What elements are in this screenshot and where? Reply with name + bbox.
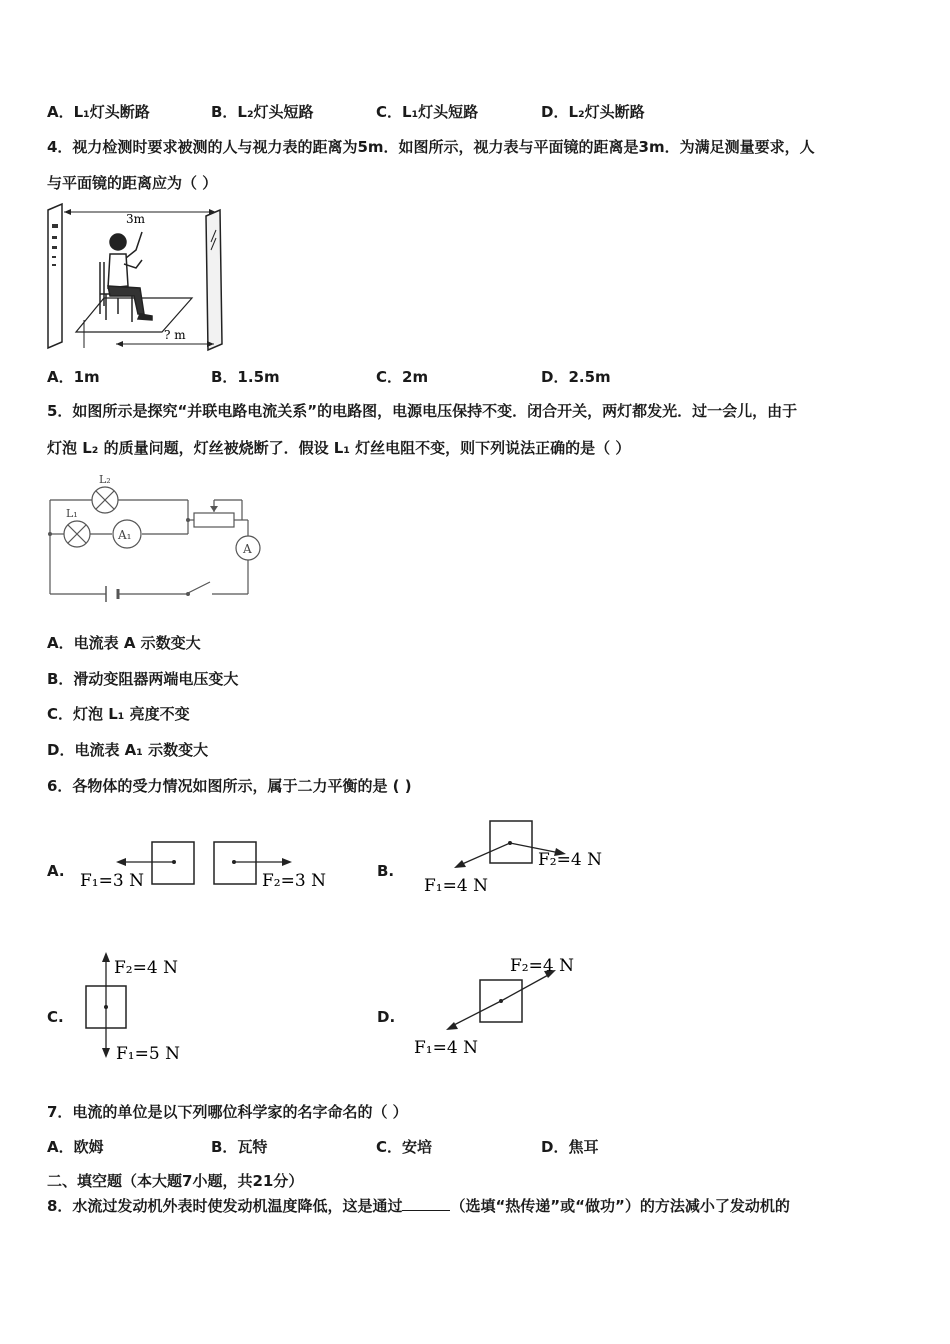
q6-letter-a: A. [47, 862, 65, 880]
battery-icon [106, 586, 118, 602]
q6-figure-d [410, 950, 590, 1065]
q5-option-d: D．电流表 A₁ 示数变大 [47, 741, 209, 759]
label-l2: L₂ [99, 473, 111, 486]
floor-mat [76, 298, 192, 332]
q5-option-b: B．滑动变阻器两端电压变大 [47, 670, 239, 688]
figc-f1-label: F₁=5 N [116, 1044, 180, 1064]
lamp-l2-icon [92, 487, 118, 513]
q4-option-a: A．1m [47, 368, 100, 386]
q4-option-c: C．2m [376, 368, 429, 386]
q3-option-c: C．L₁灯头短路 [376, 103, 479, 121]
label-a1: A₁ [118, 528, 132, 542]
rheostat-icon [194, 513, 234, 527]
q6-letter-c: C. [47, 1008, 64, 1026]
q8-text-before: 8．水流过发动机外表时使发动机温度降低，这是通过 [47, 1197, 403, 1215]
figd-f2-label: F₂=4 N [510, 956, 574, 976]
figb-f1-label: F₁=4 N [424, 876, 488, 896]
q7-option-b: B．瓦特 [211, 1138, 268, 1156]
q8-answer-blank[interactable] [402, 1196, 450, 1211]
q8-text-after: （选填“热传递”或“做功”）的方法减小了发动机的 [450, 1197, 790, 1215]
plane-mirror [206, 210, 222, 350]
figc-f2-label: F₂=4 N [114, 958, 178, 978]
label-3m: 3m [126, 212, 146, 226]
q3-option-a: A．L₁灯头断路 [47, 103, 150, 121]
q5-stem-line1: 5．如图所示是探究“并联电路电流关系”的电路图，电源电压保持不变．闭合开关，两灯都发光．过一会儿，由于 [47, 402, 798, 420]
q7-stem: 7．电流的单位是以下列哪位科学家的名字命名的（ ） [47, 1103, 408, 1121]
figb-f2-label: F₂=4 N [538, 850, 602, 870]
q5-option-c: C．灯泡 L₁ 亮度不变 [47, 705, 190, 723]
q4-figure-eye-test [44, 202, 240, 352]
label-question-m: ? m [164, 328, 186, 342]
q7-option-a: A．欧姆 [47, 1138, 104, 1156]
q6-letter-b: B. [377, 862, 395, 880]
q5-figure-circuit [44, 470, 270, 610]
q6-stem: 6．各物体的受力情况如图所示，属于二力平衡的是 ( ) [47, 777, 412, 795]
q6-figure-b [420, 815, 620, 900]
q7-option-d: D．焦耳 [541, 1138, 599, 1156]
figd-f1-label: F₁=4 N [414, 1038, 478, 1058]
q6-figure-c [80, 948, 200, 1068]
lamp-l1-icon [64, 521, 90, 547]
q3-option-d: D．L₂灯头断路 [541, 103, 645, 121]
q5-option-a: A．电流表 A 示数变大 [47, 634, 201, 652]
q4-option-d: D．2.5m [541, 368, 611, 386]
q4-stem-line1: 4．视力检测时要求被测的人与视力表的距离为5m．如图所示，视力表与平面镜的距离是3m．为满足测量要求，人 [47, 138, 815, 156]
figa-f1-label: F₁=3 N [80, 871, 144, 891]
label-a: A [243, 542, 252, 556]
q4-stem-line2: 与平面镜的距离应为（ ） [47, 174, 218, 192]
q6-letter-d: D. [377, 1008, 396, 1026]
label-l1: L₁ [66, 507, 78, 520]
q3-option-b: B．L₂灯头短路 [211, 103, 314, 121]
figa-f2-label: F₂=3 N [262, 871, 326, 891]
q7-option-c: C．安培 [376, 1138, 433, 1156]
q5-stem-line2: 灯泡 L₂ 的质量问题，灯丝被烧断了．假设 L₁ 灯丝电阻不变，则下列说法正确的是（ ） [47, 439, 631, 457]
q8-stem-line1 [47, 1196, 790, 1216]
section-2-heading: 二、填空题（本大题7小题，共21分） [47, 1172, 304, 1190]
q6-figure-a [76, 836, 336, 896]
q4-option-b: B．1.5m [211, 368, 280, 386]
